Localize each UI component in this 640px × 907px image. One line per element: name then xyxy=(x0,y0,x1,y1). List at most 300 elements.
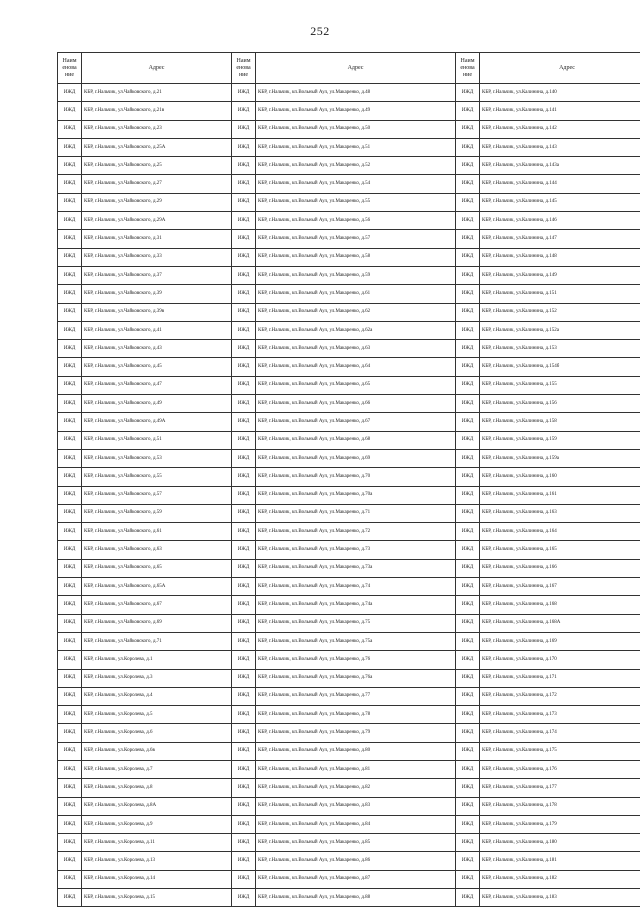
object-type-cell: ИЖД xyxy=(456,632,480,650)
address-cell: КБР, г.Нальчик, кп.Вольный Аул, ул.Макаренко, д.65 xyxy=(256,376,456,394)
object-type-cell: ИЖД xyxy=(58,395,82,413)
table-row xyxy=(58,760,640,778)
column-header-address: Адрес xyxy=(82,53,232,84)
address-cell: КБР, г.Нальчик, ул.Калинина, д.176 xyxy=(480,760,640,778)
address-cell: КБР, г.Нальчик, ул.Калинина, д.145 xyxy=(480,193,640,211)
address-cell: КБР, г.Нальчик, ул.Чайковского, д.71 xyxy=(82,632,232,650)
object-type-cell: ИЖД xyxy=(456,504,480,522)
object-type-cell: ИЖД xyxy=(232,706,256,724)
object-type-cell: ИЖД xyxy=(58,212,82,230)
object-type-cell: ИЖД xyxy=(58,815,82,833)
address-cell: КБР, г.Нальчик, ул.Чайковского, д.29 xyxy=(82,193,232,211)
object-type-cell: ИЖД xyxy=(456,706,480,724)
object-type-cell: ИЖД xyxy=(58,523,82,541)
address-cell: КБР, г.Нальчик, кп.Вольный Аул, ул.Макаренко, д.59 xyxy=(256,266,456,284)
table-row xyxy=(58,578,640,596)
address-cell: КБР, г.Нальчик, кп.Вольный Аул, ул.Макаренко, д.85 xyxy=(256,834,456,852)
address-cell: КБР, г.Нальчик, кп.Вольный Аул, ул.Макаренко, д.72 xyxy=(256,523,456,541)
address-cell: КБР, г.Нальчик, кп.Вольный Аул, ул.Макаренко, д.56 xyxy=(256,212,456,230)
object-type-cell: ИЖД xyxy=(232,175,256,193)
column-header-address: Адрес xyxy=(256,53,456,84)
object-type-cell: ИЖД xyxy=(456,230,480,248)
table-row xyxy=(58,248,640,266)
object-type-cell: ИЖД xyxy=(232,834,256,852)
address-cell: КБР, г.Нальчик, ул.Чайковского, д.43 xyxy=(82,340,232,358)
object-type-cell: ИЖД xyxy=(58,651,82,669)
object-type-cell: ИЖД xyxy=(456,596,480,614)
object-type-cell: ИЖД xyxy=(456,870,480,888)
address-cell: КБР, г.Нальчик, ул.Чайковского, д.27 xyxy=(82,175,232,193)
table-row xyxy=(58,870,640,888)
address-cell: КБР, г.Нальчик, ул.Калинина, д.144 xyxy=(480,175,640,193)
object-type-cell: ИЖД xyxy=(232,431,256,449)
table-header xyxy=(58,53,640,84)
address-cell: КБР, г.Нальчик, ул.Калинина, д.164 xyxy=(480,523,640,541)
object-type-cell: ИЖД xyxy=(58,486,82,504)
object-type-cell: ИЖД xyxy=(232,815,256,833)
address-cell: КБР, г.Нальчик, кп.Вольный Аул, ул.Макаренко, д.88 xyxy=(256,889,456,907)
object-type-cell: ИЖД xyxy=(456,815,480,833)
object-type-cell: ИЖД xyxy=(58,852,82,870)
object-type-cell: ИЖД xyxy=(456,760,480,778)
object-type-cell: ИЖД xyxy=(232,651,256,669)
object-type-cell: ИЖД xyxy=(58,889,82,907)
address-cell: КБР, г.Нальчик, кп.Вольный Аул, ул.Макаренко, д.54 xyxy=(256,175,456,193)
address-cell: КБР, г.Нальчик, ул.Королева, д.8А xyxy=(82,797,232,815)
object-type-cell: ИЖД xyxy=(232,596,256,614)
address-cell: КБР, г.Нальчик, ул.Чайковского, д.29А xyxy=(82,212,232,230)
object-type-cell: ИЖД xyxy=(58,706,82,724)
object-type-cell: ИЖД xyxy=(456,687,480,705)
table-row xyxy=(58,797,640,815)
address-cell: КБР, г.Нальчик, ул.Чайковского, д.55 xyxy=(82,468,232,486)
address-cell: КБР, г.Нальчик, ул.Чайковского, д.65А xyxy=(82,578,232,596)
object-type-cell: ИЖД xyxy=(58,449,82,467)
address-cell: КБР, г.Нальчик, кп.Вольный Аул, ул.Макаренко, д.75 xyxy=(256,614,456,632)
object-type-cell: ИЖД xyxy=(456,193,480,211)
address-cell: КБР, г.Нальчик, ул.Калинина, д.159 xyxy=(480,431,640,449)
address-cell: КБР, г.Нальчик, ул.Королева, д.3 xyxy=(82,669,232,687)
table-row xyxy=(58,504,640,522)
object-type-cell: ИЖД xyxy=(232,395,256,413)
object-type-cell: ИЖД xyxy=(456,84,480,102)
address-cell: КБР, г.Нальчик, ул.Чайковского, д.39в xyxy=(82,303,232,321)
object-type-cell: ИЖД xyxy=(232,632,256,650)
object-type-cell: ИЖД xyxy=(232,468,256,486)
object-type-cell: ИЖД xyxy=(456,303,480,321)
object-type-cell: ИЖД xyxy=(456,614,480,632)
address-cell: КБР, г.Нальчик, кп.Вольный Аул, ул.Макаренко, д.68 xyxy=(256,431,456,449)
object-type-cell: ИЖД xyxy=(58,614,82,632)
address-cell: КБР, г.Нальчик, кп.Вольный Аул, ул.Макаренко, д.77 xyxy=(256,687,456,705)
address-cell: КБР, г.Нальчик, кп.Вольный Аул, ул.Макаренко, д.58 xyxy=(256,248,456,266)
object-type-cell: ИЖД xyxy=(232,321,256,339)
table-row xyxy=(58,431,640,449)
object-type-cell: ИЖД xyxy=(456,175,480,193)
address-cell: КБР, г.Нальчик, кп.Вольный Аул, ул.Макаренко, д.70 xyxy=(256,468,456,486)
address-cell: КБР, г.Нальчик, ул.Чайковского, д.63 xyxy=(82,541,232,559)
object-type-cell: ИЖД xyxy=(456,468,480,486)
object-type-cell: ИЖД xyxy=(232,102,256,120)
table-row xyxy=(58,596,640,614)
object-type-cell: ИЖД xyxy=(58,578,82,596)
address-cell: КБР, г.Нальчик, ул.Чайковского, д.23 xyxy=(82,120,232,138)
address-cell: КБР, г.Нальчик, ул.Калинина, д.166 xyxy=(480,559,640,577)
address-cell: КБР, г.Нальчик, ул.Чайковского, д.49А xyxy=(82,413,232,431)
object-type-cell: ИЖД xyxy=(232,486,256,504)
address-cell: КБР, г.Нальчик, ул.Королева, д.8 xyxy=(82,779,232,797)
object-type-cell: ИЖД xyxy=(58,266,82,284)
object-type-cell: ИЖД xyxy=(456,523,480,541)
object-type-cell: ИЖД xyxy=(232,669,256,687)
address-cell: КБР, г.Нальчик, ул.Чайковского, д.67 xyxy=(82,596,232,614)
object-type-cell: ИЖД xyxy=(456,669,480,687)
object-type-cell: ИЖД xyxy=(232,285,256,303)
address-cell: КБР, г.Нальчик, ул.Королева, д.15 xyxy=(82,889,232,907)
address-cell: КБР, г.Нальчик, ул.Калинина, д.156 xyxy=(480,395,640,413)
address-cell: КБР, г.Нальчик, кп.Вольный Аул, ул.Макаренко, д.73 xyxy=(256,541,456,559)
object-type-cell: ИЖД xyxy=(58,376,82,394)
table-row xyxy=(58,742,640,760)
object-type-cell: ИЖД xyxy=(232,760,256,778)
object-type-cell: ИЖД xyxy=(456,376,480,394)
address-cell: КБР, г.Нальчик, ул.Калинина, д.168А xyxy=(480,614,640,632)
address-cell: КБР, г.Нальчик, ул.Чайковского, д.45 xyxy=(82,358,232,376)
address-cell: КБР, г.Нальчик, ул.Чайковского, д.25А xyxy=(82,138,232,156)
object-type-cell: ИЖД xyxy=(58,797,82,815)
object-type-cell: ИЖД xyxy=(232,504,256,522)
address-cell: КБР, г.Нальчик, ул.Калинина, д.146 xyxy=(480,212,640,230)
object-type-cell: ИЖД xyxy=(232,724,256,742)
address-cell: КБР, г.Нальчик, ул.Калинина, д.151 xyxy=(480,285,640,303)
object-type-cell: ИЖД xyxy=(456,559,480,577)
table-body xyxy=(58,84,640,907)
address-cell: КБР, г.Нальчик, кп.Вольный Аул, ул.Макаренко, д.51 xyxy=(256,138,456,156)
address-cell: КБР, г.Нальчик, ул.Калинина, д.181 xyxy=(480,852,640,870)
address-cell: КБР, г.Нальчик, ул.Калинина, д.153 xyxy=(480,340,640,358)
address-cell: КБР, г.Нальчик, ул.Калинина, д.161 xyxy=(480,486,640,504)
object-type-cell: ИЖД xyxy=(456,797,480,815)
object-type-cell: ИЖД xyxy=(232,449,256,467)
address-cell: КБР, г.Нальчик, ул.Чайковского, д.49 xyxy=(82,395,232,413)
object-type-cell: ИЖД xyxy=(232,889,256,907)
object-type-cell: ИЖД xyxy=(58,724,82,742)
object-type-cell: ИЖД xyxy=(232,797,256,815)
table-row xyxy=(58,632,640,650)
address-cell: КБР, г.Нальчик, ул.Чайковского, д.21в xyxy=(82,102,232,120)
object-type-cell: ИЖД xyxy=(232,541,256,559)
address-table xyxy=(57,52,640,907)
object-type-cell: ИЖД xyxy=(58,760,82,778)
table-row xyxy=(58,340,640,358)
object-type-cell: ИЖД xyxy=(456,431,480,449)
address-cell: КБР, г.Нальчик, ул.Чайковского, д.51 xyxy=(82,431,232,449)
table-row xyxy=(58,376,640,394)
object-type-cell: ИЖД xyxy=(456,395,480,413)
address-cell: КБР, г.Нальчик, ул.Калинина, д.160 xyxy=(480,468,640,486)
object-type-cell: ИЖД xyxy=(58,541,82,559)
object-type-cell: ИЖД xyxy=(58,779,82,797)
address-cell: КБР, г.Нальчик, ул.Калинина, д.183 xyxy=(480,889,640,907)
column-header-name: Наим енова ние xyxy=(58,53,82,84)
table-row xyxy=(58,559,640,577)
table-row xyxy=(58,84,640,102)
table-row xyxy=(58,321,640,339)
address-cell: КБР, г.Нальчик, кп.Вольный Аул, ул.Макаренко, д.69 xyxy=(256,449,456,467)
address-cell: КБР, г.Нальчик, ул.Калинина, д.170 xyxy=(480,651,640,669)
object-type-cell: ИЖД xyxy=(232,413,256,431)
address-cell: КБР, г.Нальчик, кп.Вольный Аул, ул.Макаренко, д.55 xyxy=(256,193,456,211)
address-cell: КБР, г.Нальчик, ул.Калинина, д.140 xyxy=(480,84,640,102)
address-cell: КБР, г.Нальчик, ул.Калинина, д.141 xyxy=(480,102,640,120)
object-type-cell: ИЖД xyxy=(456,248,480,266)
address-cell: КБР, г.Нальчик, кп.Вольный Аул, ул.Макаренко, д.78 xyxy=(256,706,456,724)
address-cell: КБР, г.Нальчик, кп.Вольный Аул, ул.Макаренко, д.76а xyxy=(256,669,456,687)
object-type-cell: ИЖД xyxy=(456,541,480,559)
address-cell: КБР, г.Нальчик, кп.Вольный Аул, ул.Макаренко, д.79 xyxy=(256,724,456,742)
object-type-cell: ИЖД xyxy=(232,559,256,577)
object-type-cell: ИЖД xyxy=(232,358,256,376)
object-type-cell: ИЖД xyxy=(58,413,82,431)
object-type-cell: ИЖД xyxy=(58,248,82,266)
address-cell: КБР, г.Нальчик, кп.Вольный Аул, ул.Макаренко, д.83 xyxy=(256,797,456,815)
object-type-cell: ИЖД xyxy=(456,340,480,358)
address-cell: КБР, г.Нальчик, ул.Калинина, д.167 xyxy=(480,578,640,596)
object-type-cell: ИЖД xyxy=(232,157,256,175)
address-cell: КБР, г.Нальчик, ул.Калинина, д.173 xyxy=(480,706,640,724)
table-row xyxy=(58,138,640,156)
table-row xyxy=(58,193,640,211)
address-cell: КБР, г.Нальчик, кп.Вольный Аул, ул.Макаренко, д.66 xyxy=(256,395,456,413)
object-type-cell: ИЖД xyxy=(232,212,256,230)
object-type-cell: ИЖД xyxy=(456,724,480,742)
object-type-cell: ИЖД xyxy=(58,340,82,358)
object-type-cell: ИЖД xyxy=(58,596,82,614)
object-type-cell: ИЖД xyxy=(58,669,82,687)
address-cell: КБР, г.Нальчик, ул.Чайковского, д.65 xyxy=(82,559,232,577)
table-row xyxy=(58,523,640,541)
address-cell: КБР, г.Нальчик, ул.Калинина, д.165 xyxy=(480,541,640,559)
object-type-cell: ИЖД xyxy=(232,742,256,760)
address-cell: КБР, г.Нальчик, ул.Королева, д.5 xyxy=(82,706,232,724)
object-type-cell: ИЖД xyxy=(58,303,82,321)
object-type-cell: ИЖД xyxy=(232,193,256,211)
address-cell: КБР, г.Нальчик, ул.Калинина, д.180 xyxy=(480,834,640,852)
object-type-cell: ИЖД xyxy=(58,559,82,577)
table-row xyxy=(58,120,640,138)
address-cell: КБР, г.Нальчик, кп.Вольный Аул, ул.Макаренко, д.50 xyxy=(256,120,456,138)
object-type-cell: ИЖД xyxy=(58,431,82,449)
address-cell: КБР, г.Нальчик, ул.Калинина, д.178 xyxy=(480,797,640,815)
table-row xyxy=(58,687,640,705)
object-type-cell: ИЖД xyxy=(58,193,82,211)
address-cell: КБР, г.Нальчик, ул.Калинина, д.174 xyxy=(480,724,640,742)
object-type-cell: ИЖД xyxy=(456,266,480,284)
object-type-cell: ИЖД xyxy=(456,779,480,797)
address-cell: КБР, г.Нальчик, ул.Чайковского, д.21 xyxy=(82,84,232,102)
address-cell: КБР, г.Нальчик, ул.Чайковского, д.53 xyxy=(82,449,232,467)
address-cell: КБР, г.Нальчик, кп.Вольный Аул, ул.Макаренко, д.80 xyxy=(256,742,456,760)
object-type-cell: ИЖД xyxy=(58,504,82,522)
object-type-cell: ИЖД xyxy=(58,870,82,888)
address-cell: КБР, г.Нальчик, кп.Вольный Аул, ул.Макаренко, д.82 xyxy=(256,779,456,797)
object-type-cell: ИЖД xyxy=(232,870,256,888)
table-row xyxy=(58,724,640,742)
address-cell: КБР, г.Нальчик, кп.Вольный Аул, ул.Макаренко, д.62а xyxy=(256,321,456,339)
object-type-cell: ИЖД xyxy=(456,157,480,175)
address-cell: КБР, г.Нальчик, ул.Калинина, д.168 xyxy=(480,596,640,614)
address-cell: КБР, г.Нальчик, ул.Чайковского, д.31 xyxy=(82,230,232,248)
address-cell: КБР, г.Нальчик, ул.Калинина, д.155 xyxy=(480,376,640,394)
table-row xyxy=(58,358,640,376)
object-type-cell: ИЖД xyxy=(232,852,256,870)
address-cell: КБР, г.Нальчик, ул.Королева, д.4 xyxy=(82,687,232,705)
address-cell: КБР, г.Нальчик, ул.Чайковского, д.47 xyxy=(82,376,232,394)
table-row xyxy=(58,852,640,870)
object-type-cell: ИЖД xyxy=(232,303,256,321)
address-cell: КБР, г.Нальчик, ул.Калинина, д.152а xyxy=(480,321,640,339)
address-cell: КБР, г.Нальчик, ул.Чайковского, д.59 xyxy=(82,504,232,522)
object-type-cell: ИЖД xyxy=(232,779,256,797)
object-type-cell: ИЖД xyxy=(58,157,82,175)
address-cell: КБР, г.Нальчик, ул.Калинина, д.149 xyxy=(480,266,640,284)
table-row xyxy=(58,706,640,724)
table-row xyxy=(58,175,640,193)
object-type-cell: ИЖД xyxy=(456,212,480,230)
address-cell: КБР, г.Нальчик, кп.Вольный Аул, ул.Макаренко, д.64 xyxy=(256,358,456,376)
object-type-cell: ИЖД xyxy=(232,340,256,358)
address-cell: КБР, г.Нальчик, кп.Вольный Аул, ул.Макаренко, д.86 xyxy=(256,852,456,870)
table-row xyxy=(58,669,640,687)
address-cell: КБР, г.Нальчик, кп.Вольный Аул, ул.Макаренко, д.52 xyxy=(256,157,456,175)
object-type-cell: ИЖД xyxy=(232,138,256,156)
address-cell: КБР, г.Нальчик, кп.Вольный Аул, ул.Макаренко, д.71 xyxy=(256,504,456,522)
table-row xyxy=(58,303,640,321)
address-cell: КБР, г.Нальчик, кп.Вольный Аул, ул.Макаренко, д.74 xyxy=(256,578,456,596)
address-cell: КБР, г.Нальчик, ул.Королева, д.13 xyxy=(82,852,232,870)
address-cell: КБР, г.Нальчик, ул.Калинина, д.182 xyxy=(480,870,640,888)
object-type-cell: ИЖД xyxy=(232,230,256,248)
address-cell: КБР, г.Нальчик, ул.Калинина, д.163 xyxy=(480,504,640,522)
object-type-cell: ИЖД xyxy=(456,120,480,138)
table-row xyxy=(58,285,640,303)
address-cell: КБР, г.Нальчик, ул.Калинина, д.142 xyxy=(480,120,640,138)
address-cell: КБР, г.Нальчик, кп.Вольный Аул, ул.Макаренко, д.49 xyxy=(256,102,456,120)
object-type-cell: ИЖД xyxy=(58,742,82,760)
address-cell: КБР, г.Нальчик, ул.Калинина, д.171 xyxy=(480,669,640,687)
table-row xyxy=(58,212,640,230)
object-type-cell: ИЖД xyxy=(232,84,256,102)
address-cell: КБР, г.Нальчик, кп.Вольный Аул, ул.Макаренко, д.84 xyxy=(256,815,456,833)
column-header-name: Наим енова ние xyxy=(456,53,480,84)
object-type-cell: ИЖД xyxy=(58,84,82,102)
object-type-cell: ИЖД xyxy=(456,834,480,852)
address-cell: КБР, г.Нальчик, кп.Вольный Аул, ул.Макаренко, д.62 xyxy=(256,303,456,321)
address-cell: КБР, г.Нальчик, ул.Калинина, д.179 xyxy=(480,815,640,833)
address-cell: КБР, г.Нальчик, ул.Чайковского, д.61 xyxy=(82,523,232,541)
object-type-cell: ИЖД xyxy=(232,120,256,138)
address-cell: КБР, г.Нальчик, кп.Вольный Аул, ул.Макаренко, д.87 xyxy=(256,870,456,888)
table-row xyxy=(58,157,640,175)
object-type-cell: ИЖД xyxy=(456,102,480,120)
object-type-cell: ИЖД xyxy=(456,651,480,669)
table-row xyxy=(58,779,640,797)
address-cell: КБР, г.Нальчик, кп.Вольный Аул, ул.Макаренко, д.76 xyxy=(256,651,456,669)
object-type-cell: ИЖД xyxy=(58,230,82,248)
object-type-cell: ИЖД xyxy=(232,578,256,596)
table-row xyxy=(58,889,640,907)
address-cell: КБР, г.Нальчик, кп.Вольный Аул, ул.Макаренко, д.61 xyxy=(256,285,456,303)
object-type-cell: ИЖД xyxy=(232,523,256,541)
address-cell: КБР, г.Нальчик, ул.Королева, д.14 xyxy=(82,870,232,888)
column-header-address: Адрес xyxy=(480,53,640,84)
table-row xyxy=(58,449,640,467)
table-row xyxy=(58,834,640,852)
object-type-cell: ИЖД xyxy=(58,321,82,339)
table-row xyxy=(58,395,640,413)
table-row xyxy=(58,541,640,559)
address-cell: КБР, г.Нальчик, ул.Калинина, д.154б xyxy=(480,358,640,376)
address-cell: КБР, г.Нальчик, ул.Королева, д.9 xyxy=(82,815,232,833)
column-header-name: Наим енова ние xyxy=(232,53,256,84)
table-row xyxy=(58,486,640,504)
object-type-cell: ИЖД xyxy=(456,449,480,467)
address-cell: КБР, г.Нальчик, ул.Калинина, д.159а xyxy=(480,449,640,467)
table-row xyxy=(58,230,640,248)
object-type-cell: ИЖД xyxy=(456,742,480,760)
object-type-cell: ИЖД xyxy=(58,102,82,120)
object-type-cell: ИЖД xyxy=(456,889,480,907)
address-cell: КБР, г.Нальчик, ул.Калинина, д.148 xyxy=(480,248,640,266)
address-cell: КБР, г.Нальчик, кп.Вольный Аул, ул.Макаренко, д.57 xyxy=(256,230,456,248)
object-type-cell: ИЖД xyxy=(232,614,256,632)
object-type-cell: ИЖД xyxy=(456,358,480,376)
object-type-cell: ИЖД xyxy=(456,578,480,596)
object-type-cell: ИЖД xyxy=(58,632,82,650)
address-cell: КБР, г.Нальчик, ул.Королева, д.6в xyxy=(82,742,232,760)
address-cell: КБР, г.Нальчик, кп.Вольный Аул, ул.Макаренко, д.81 xyxy=(256,760,456,778)
table-row xyxy=(58,266,640,284)
table-row xyxy=(58,468,640,486)
address-cell: КБР, г.Нальчик, ул.Чайковского, д.69 xyxy=(82,614,232,632)
object-type-cell: ИЖД xyxy=(456,138,480,156)
object-type-cell: ИЖД xyxy=(456,321,480,339)
object-type-cell: ИЖД xyxy=(58,120,82,138)
address-cell: КБР, г.Нальчик, кп.Вольный Аул, ул.Макаренко, д.48 xyxy=(256,84,456,102)
address-cell: КБР, г.Нальчик, ул.Чайковского, д.33 xyxy=(82,248,232,266)
table-row xyxy=(58,102,640,120)
object-type-cell: ИЖД xyxy=(58,834,82,852)
object-type-cell: ИЖД xyxy=(58,687,82,705)
object-type-cell: ИЖД xyxy=(456,285,480,303)
page-number: 252 xyxy=(0,24,640,39)
object-type-cell: ИЖД xyxy=(456,486,480,504)
address-cell: КБР, г.Нальчик, кп.Вольный Аул, ул.Макаренко, д.74а xyxy=(256,596,456,614)
table-row xyxy=(58,614,640,632)
address-cell: КБР, г.Нальчик, ул.Чайковского, д.39 xyxy=(82,285,232,303)
address-cell: КБР, г.Нальчик, ул.Калинина, д.143 xyxy=(480,138,640,156)
address-cell: КБР, г.Нальчик, ул.Калинина, д.147 xyxy=(480,230,640,248)
address-cell: КБР, г.Нальчик, кп.Вольный Аул, ул.Макаренко, д.70а xyxy=(256,486,456,504)
object-type-cell: ИЖД xyxy=(456,852,480,870)
address-cell: КБР, г.Нальчик, ул.Королева, д.1 xyxy=(82,651,232,669)
address-cell: КБР, г.Нальчик, ул.Калинина, д.143а xyxy=(480,157,640,175)
address-cell: КБР, г.Нальчик, ул.Чайковского, д.57 xyxy=(82,486,232,504)
address-cell: КБР, г.Нальчик, ул.Калинина, д.152 xyxy=(480,303,640,321)
object-type-cell: ИЖД xyxy=(58,138,82,156)
table-row xyxy=(58,413,640,431)
address-cell: КБР, г.Нальчик, ул.Королева, д.6 xyxy=(82,724,232,742)
